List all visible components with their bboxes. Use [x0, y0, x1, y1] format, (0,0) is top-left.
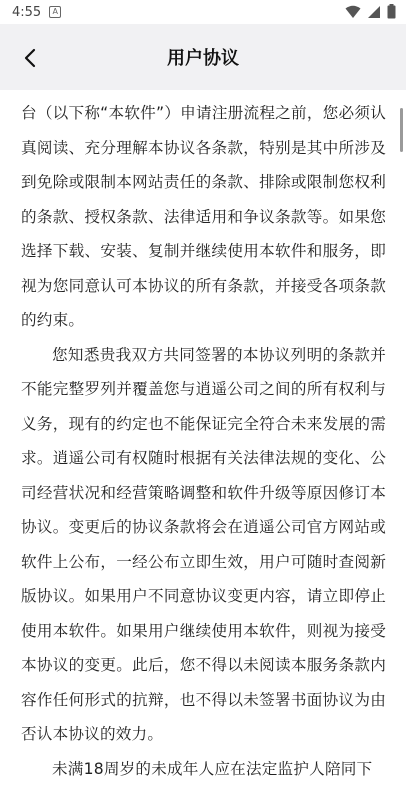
agreement-paragraph-2: 您知悉贵我双方共同签署的本协议列明的条款并不能完整罗列并覆盖您与逍遥公司之间的所有权利与义务，现有的约定也不能保证完全符合未来发展的需求。逍遥公司有权随时根据有关法律法规的变化、公司经营状况和经营策略调整和软件升级等原因修订本协议。变更后的协议条款将会在逍遥公司官方网站或软件上公布，一经公布立即生效，用户可随时查阅新版协议。如果用户不同意协议变更内容，请立即停止使用本软件。如果用户继续使用本软件，则视为接受本协议的变更。此后，您不得以未阅读本服务条款内容作任何形式的抗辩，也不得以未签署书面协议为由否认本协议的效力。 [21, 338, 386, 752]
status-icons [345, 4, 396, 19]
scrollbar[interactable] [400, 108, 403, 152]
app-bar [0, 24, 406, 90]
chevron-left-icon [23, 48, 37, 68]
status-bar [0, 0, 406, 24]
agreement-paragraph-1: 台（以下称“本软件”）申请注册流程之前，您必须认真阅读、充分理解本协议各条款，特别是其中所涉及到免除或限制本网站责任的条款、排除或限制您权利的条款、授权条款、法律适用和争议条款等。如果您选择下载、安装、复制并继续使用本软件和服务，即视为您同意认可本协议的所有条款，并接受各项条款的约束。 [21, 96, 386, 338]
page-title: 用户协议 [167, 44, 239, 70]
a-notification-icon: A [49, 6, 61, 18]
back-button[interactable] [14, 42, 46, 74]
agreement-paragraph-3: 未满18周岁的未成年人应在法定监护人陪同下 [21, 752, 386, 786]
agreement-content[interactable] [0, 90, 406, 723]
wifi-icon [345, 5, 361, 19]
battery-icon [387, 4, 396, 19]
signal-icon [367, 5, 381, 19]
status-time: 4:55 [12, 5, 41, 20]
